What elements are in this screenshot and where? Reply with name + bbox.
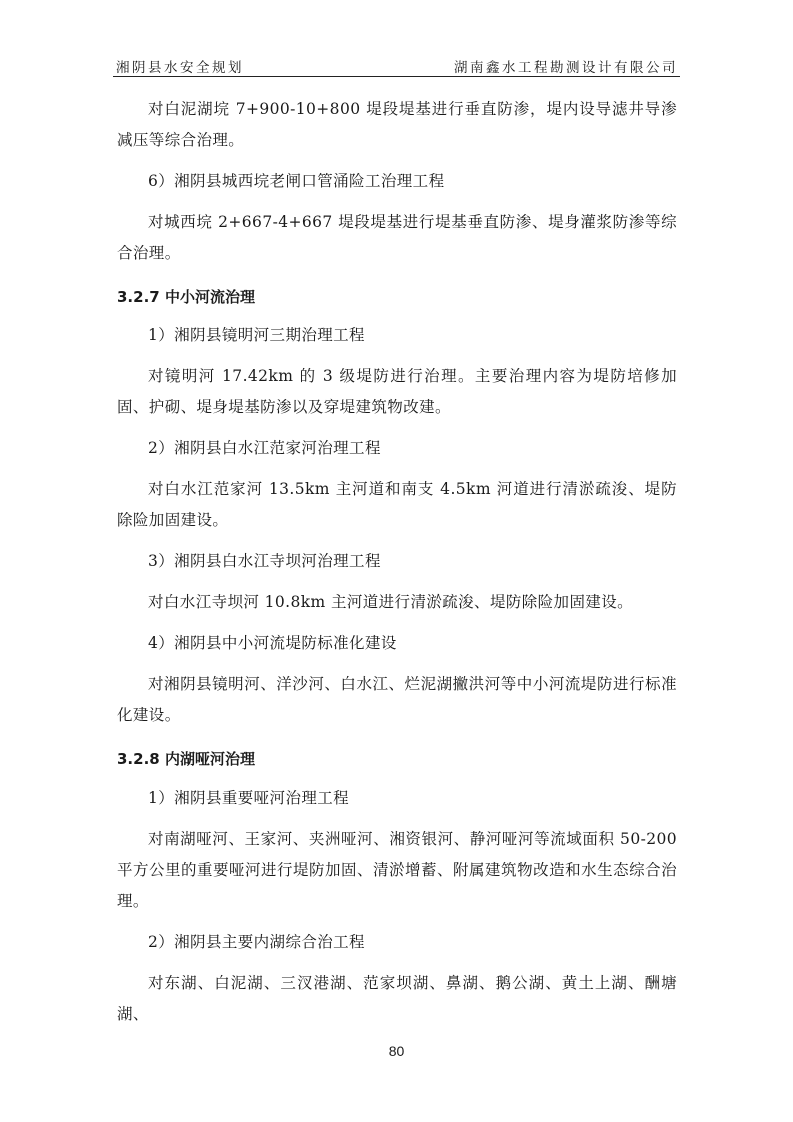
header-document-title: 湘阴县水安全规划 — [116, 60, 244, 76]
paragraph-fanjiahe-treatment: 对白水江范家河 13.5km 主河道和南支 4.5km 河道进行清淤疏浚、堤防除险加固建设。 — [117, 480, 677, 529]
paragraph-chengxi-treatment: 对城西垸 2+667-4+667 堤段堤基进行堤基垂直防渗、堤身灌浆防渗等综合治理。 — [117, 213, 677, 262]
page-number: 80 — [388, 1043, 405, 1059]
paragraph-yahe-treatment: 对南湖哑河、王家河、夹洲哑河、湘资银河、静河哑河等流域面积 50-200 平方公里的重要哑河进行堤防加固、清淤增蓄、附属建筑物改造和水生态综合治理。 — [117, 830, 677, 910]
section-heading-3-2-8 — [117, 747, 677, 771]
paragraph-sibahe-treatment: 对白水江寺坝河 10.8km 主河道进行清淤疏浚、堤防除险加固建设。 — [148, 593, 634, 611]
paragraph-jingminghe-treatment: 对镜明河 17.42km 的 3 级堤防进行治理。主要治理内容为堤防培修加固、护砌、堤身堤基防渗以及穿堤建筑物改建。 — [117, 367, 677, 416]
section-heading-3-2-7 — [117, 285, 677, 309]
paragraph-bainihu-treatment: 对白泥湖垸 7+900-10+800 堤段堤基进行垂直防渗，堤内设导滤井导渗减压等综合治理。 — [117, 100, 677, 149]
paragraph-standardization: 对湘阴县镜明河、洋沙河、白水江、烂泥湖撇洪河等中小河流堤防进行标准化建设。 — [117, 675, 677, 724]
section-title: 中小河流治理 — [165, 288, 256, 306]
item-standardization-project: 4）湘阴县中小河流堤防标准化建设 — [148, 634, 397, 652]
section-number: 3.2.8 — [117, 750, 160, 768]
item-jingminghe-project: 1）湘阴县镜明河三期治理工程 — [148, 326, 365, 344]
item-fanjiahe-project: 2）湘阴县白水江范家河治理工程 — [148, 439, 381, 457]
item-inner-lake-project: 2）湘阴县主要内湖综合治工程 — [148, 933, 365, 951]
header-company-name: 湖南鑫水工程勘测设计有限公司 — [454, 60, 678, 76]
paragraph-inner-lake-treatment: 对东湖、白泥湖、三汊港湖、范家坝湖、鼻湖、鹅公湖、黄土上湖、酬塘湖、 — [117, 974, 677, 1023]
section-title: 内湖哑河治理 — [165, 750, 256, 768]
item-chengxi-project: 6）湘阴县城西垸老闸口管涌险工治理工程 — [148, 172, 445, 190]
page-header — [113, 54, 680, 77]
item-sibahe-project: 3）湘阴县白水江寺坝河治理工程 — [148, 552, 381, 570]
item-yahe-project: 1）湘阴县重要哑河治理工程 — [148, 789, 350, 807]
section-number: 3.2.7 — [117, 288, 160, 306]
